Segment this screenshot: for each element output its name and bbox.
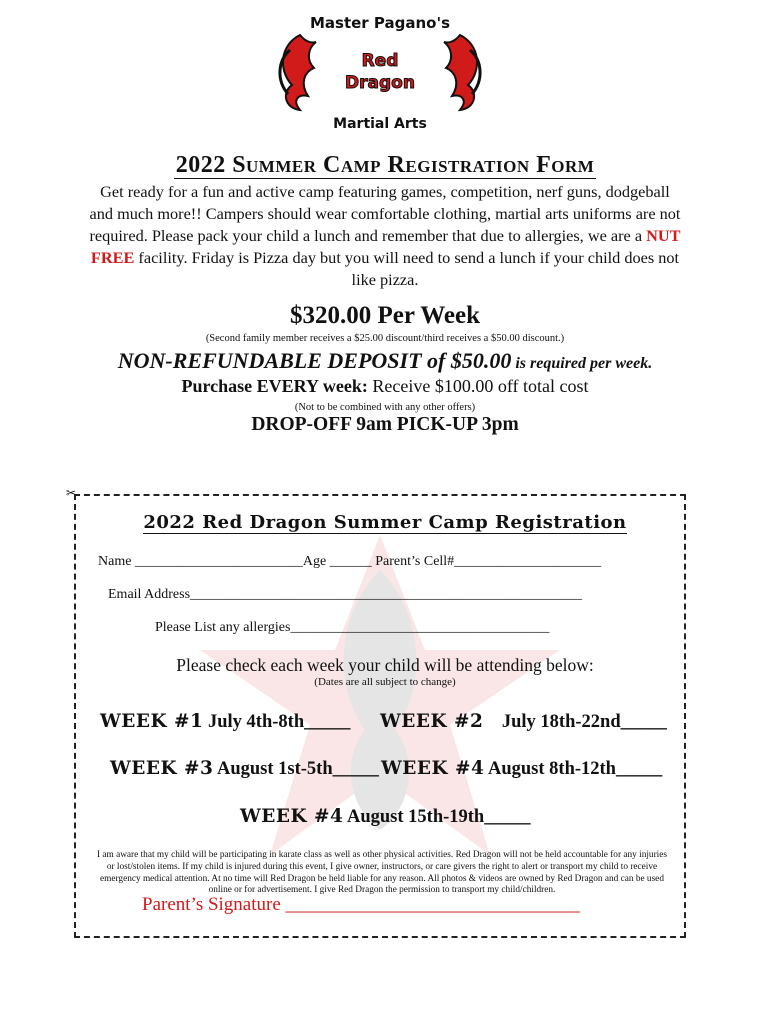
- intro-text-1: Get ready for a fun and active camp featuring games, competition, nerf guns, dodgeball and much more!! Campers should wear comfortable clothing, martial arts uniforms are not required. Please pack your child a lunch and remember that due to allergies, we are a: [89, 182, 681, 245]
- week-1-option[interactable]: [100, 711, 350, 733]
- name-age-cell-field[interactable]: Name ________________________Age ______ Parent’s Cell#_____________________: [98, 554, 602, 569]
- week-4-option[interactable]: [381, 758, 662, 780]
- combine-note: (Not to be combined with any other offers): [294, 402, 476, 413]
- logo-top-text: Master Pagano's: [309, 14, 451, 32]
- purchase-offer: [0, 376, 770, 397]
- week-dates: August 1st-5th_____: [213, 759, 379, 779]
- week-dates: August 8th-12th_____: [484, 759, 663, 779]
- week-label: WEEK #4: [240, 806, 344, 827]
- deposit-notice: [0, 348, 770, 374]
- logo-middle-line2: Dragon: [345, 73, 415, 93]
- week-dates: August 15th-19th_____: [343, 807, 531, 827]
- logo-bottom-text: Martial Arts: [333, 116, 427, 132]
- week-label: WEEK #4: [381, 758, 485, 779]
- week-check-instruction: Please check each week your child will be attending below:: [176, 655, 594, 675]
- liability-disclaimer: I am aware that my child will be participating in karate class as well as other physical activities. Red Dragon will not be held accountable for any injuries or lost/stolen items. If my child is injured during this event, I give owner, instructors, or care givers the right to alert or transport my child to receive emergency medical attention. At no time will Red Dragon be held liable for any reason. All photos & videos are owned by Red Dragon and can be used online or for advertisement. I give Red Dragon the permission to transport my child/children.: [96, 850, 668, 896]
- purchase-bold: Purchase EVERY week:: [181, 376, 368, 396]
- purchase-rest: Receive $100.00 off total cost: [367, 376, 589, 396]
- week-3-option[interactable]: [110, 758, 379, 780]
- intro-paragraph: [88, 181, 682, 291]
- price-discount-note: (Second family member receives a $25.00 discount/third receives a $50.00 discount.): [205, 333, 565, 344]
- weekly-price: $320.00 Per Week: [289, 302, 481, 329]
- week-2-option[interactable]: [380, 711, 667, 733]
- allergies-field[interactable]: Please List any allergies_____________________________________: [155, 620, 550, 635]
- email-field[interactable]: Email Address________________________________________________________: [108, 587, 583, 602]
- week-label: WEEK #3: [110, 758, 214, 779]
- intro-text-2: facility. Friday is Pizza day but you will need to send a lunch if your child does not like pizza.: [134, 248, 680, 289]
- signature-line: _______________________________: [280, 894, 581, 915]
- week-5-option[interactable]: [240, 806, 530, 828]
- scissors-icon: ✂: [66, 486, 77, 500]
- form-title: [0, 512, 770, 533]
- dropoff-times: DROP-OFF 9am PICK-UP 3pm: [251, 414, 519, 435]
- deposit-tail: is required per week.: [511, 355, 653, 372]
- red-dragon-logo: [270, 10, 490, 136]
- parent-signature-field[interactable]: [142, 894, 580, 916]
- page-title: [0, 152, 770, 179]
- week-dates: July 18th-22nd_____: [483, 712, 667, 732]
- deposit-main: NON-REFUNDABLE DEPOSIT of $50.00: [117, 348, 512, 373]
- page-title-text: 2022 Summer Camp Registration Form: [175, 152, 595, 178]
- week-label: WEEK #2: [380, 711, 484, 732]
- form-title-text: 2022 Red Dragon Summer Camp Registration: [143, 512, 627, 533]
- nut-free-highlight: NUT FREE: [90, 226, 681, 267]
- dates-subject-note: (Dates are all subject to change): [314, 676, 456, 688]
- logo-middle-line1: Red: [361, 51, 399, 71]
- week-dates: July 4th-8th_____: [203, 712, 351, 732]
- week-label: WEEK #1: [100, 711, 204, 732]
- signature-label: Parent’s Signature: [142, 894, 281, 915]
